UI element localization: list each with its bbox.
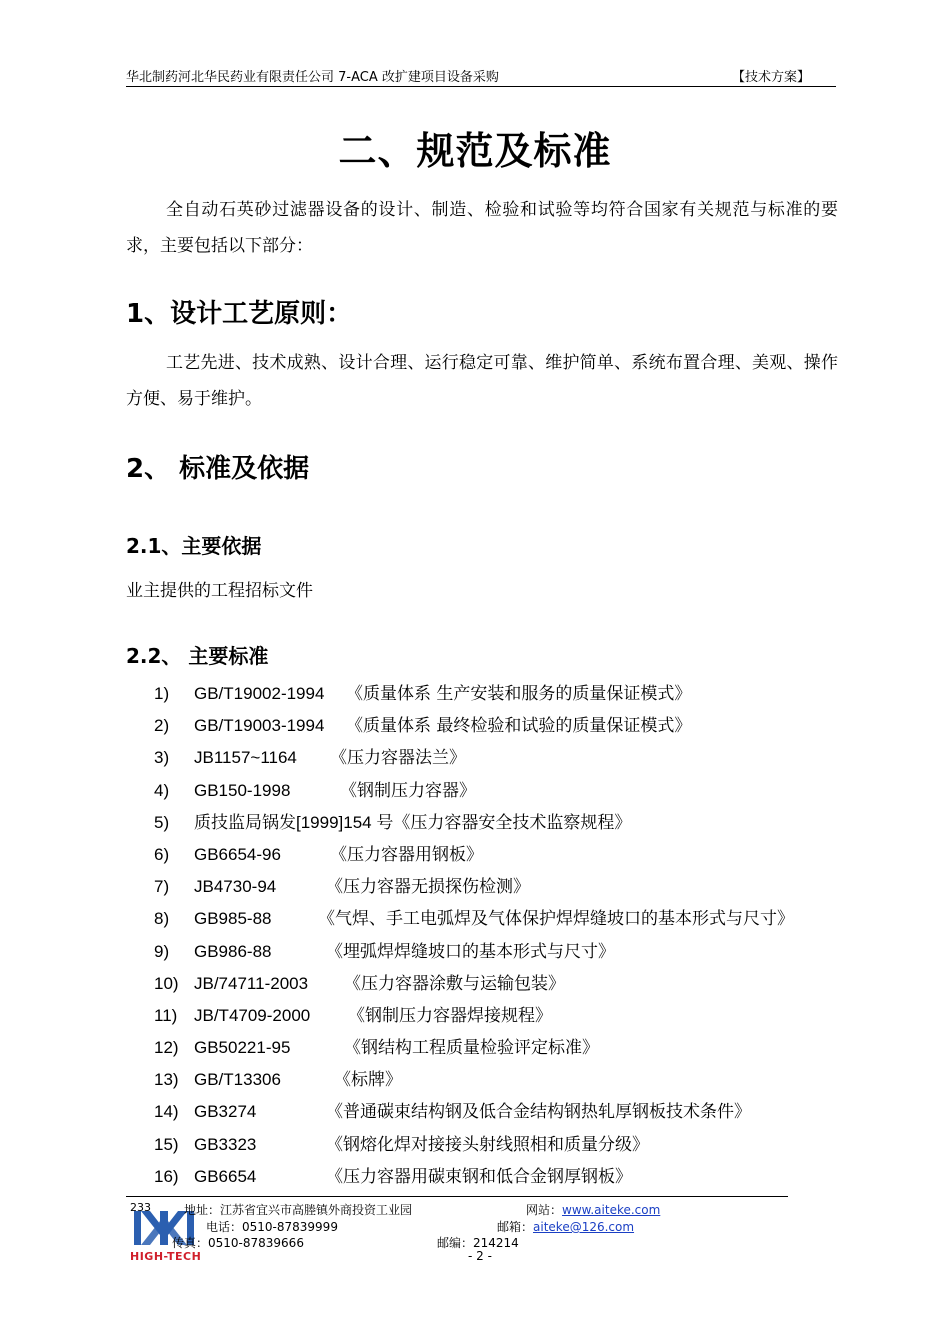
standard-number: 6) (154, 844, 170, 864)
standard-code: GB986-88 (194, 941, 272, 961)
page-title: 二、规范及标准 (338, 129, 612, 173)
standard-number: 8) (154, 909, 170, 929)
page-header (126, 64, 836, 87)
standards-list (154, 681, 794, 1196)
footer-address: 地址：江苏省宜兴市高塍镇外商投资工业园 (184, 1203, 413, 1217)
standard-number: 5) (154, 812, 170, 832)
standard-title: 《质量体系 最终检验和试验的质量保证模式》 (346, 716, 692, 737)
standard-code: JB/74711-2003 (194, 973, 309, 993)
standard-code: GB6654 (194, 1166, 257, 1186)
standard-number: 7) (154, 877, 170, 897)
standard-number: 1) (154, 684, 170, 703)
standard-title: 《标牌》 (334, 1070, 402, 1091)
standard-number: 14) (154, 1102, 179, 1122)
footer-website-label: 网站： (526, 1203, 563, 1217)
standard-item (154, 1003, 631, 1035)
standard-item (154, 745, 631, 777)
standard-title: 《压力容器安全技术监察规程》 (393, 812, 632, 833)
standard-item (154, 1132, 649, 1164)
standard-title: 《普通碳束结构钢及低合金结构钢热轧厚钢板技术条件》 (326, 1102, 751, 1123)
subsection-2-1-text: 业主提供的工程招标文件 (126, 581, 313, 601)
standard-number: 11) (154, 1005, 178, 1025)
intro-paragraph: 全自动石英砂过滤器设备的设计、制造、检验和试验等均符合国家有关规范与标准的要求，主要包括以下部分： (126, 200, 838, 256)
standard-number: 9) (154, 941, 170, 961)
standard-code: GB3274 (194, 1102, 257, 1122)
standard-item (154, 906, 794, 938)
standard-item (154, 1099, 751, 1131)
standard-item (154, 939, 631, 971)
header-doc-type: 【技术方案】 (732, 70, 811, 85)
standard-code: GB/T13306 (194, 1070, 281, 1090)
standard-code: 质技监局锅发[1999]154 号 (194, 812, 394, 832)
footer-divider (126, 1196, 788, 1197)
standard-item (154, 1164, 631, 1196)
page-number: - 2 - (468, 1249, 492, 1263)
website-link[interactable]: www.aiteke.com (562, 1203, 661, 1217)
standard-code: JB1157~1164 (194, 748, 297, 768)
standard-item (154, 971, 631, 1003)
standard-code: GB3323 (194, 1134, 257, 1154)
standard-title: 《钢制压力容器焊接规程》 (348, 1005, 552, 1026)
standard-title: 《压力容器用钢板》 (330, 844, 483, 865)
standard-item (154, 778, 631, 810)
standard-item (154, 1035, 631, 1067)
standard-code: GB50221-95 (194, 1038, 291, 1058)
standard-title: 《压力容器涂敷与运输包装》 (344, 973, 565, 994)
standard-code: GB985-88 (194, 909, 272, 929)
footer-postcode: 邮编：214214 (437, 1236, 519, 1250)
standard-title: 《钢制压力容器》 (340, 780, 476, 801)
footer-fax: 传真：0510-87839666 (172, 1236, 304, 1250)
footer-corner-number: 233 (130, 1201, 151, 1214)
section2-heading: 2、 标准及依据 (126, 454, 310, 484)
standard-item (154, 681, 692, 713)
footer-email-label: 邮箱： (497, 1220, 534, 1234)
standard-number: 2) (154, 716, 170, 736)
standard-code: GB6654-96 (194, 844, 281, 864)
standard-code: JB/T4709-2000 (194, 1005, 311, 1025)
standard-number: 12) (154, 1038, 179, 1058)
email-link[interactable]: aiteke@126.com (533, 1220, 635, 1234)
footer-website (526, 1201, 660, 1218)
standard-title: 《埋弧焊焊缝坡口的基本形式与尺寸》 (326, 941, 615, 962)
standard-title: 《气焊、手工电弧焊及气体保护焊焊缝坡口的基本形式与尺寸》 (318, 909, 794, 930)
standard-title: 《压力容器法兰》 (330, 748, 466, 769)
standard-code: GB/T19003-1994 (194, 716, 325, 736)
standard-item (154, 1067, 631, 1099)
standard-code: JB4730-94 (194, 877, 277, 897)
subsection-2-2-heading: 2.2、 主要标准 (126, 644, 269, 668)
standard-number: 16) (154, 1166, 179, 1186)
logo-text: HIGH-TECH (130, 1250, 202, 1263)
header-project-title: 华北制药河北华民药业有限责任公司 7-ACA 改扩建项目设备采购 (126, 70, 499, 85)
standard-title: 《压力容器用碳束钢和低合金钢厚钢板》 (326, 1166, 632, 1187)
standard-item (154, 842, 631, 874)
footer-email (497, 1218, 634, 1235)
section1-text: 工艺先进、技术成熟、设计合理、运行稳定可靠、维护简单、系统布置合理、美观、操作方便、易于维护。 (126, 353, 838, 409)
standard-number: 3) (154, 748, 170, 768)
standard-title: 《质量体系 生产安装和服务的质量保证模式》 (346, 684, 692, 704)
standard-item (154, 810, 631, 842)
standard-item (154, 713, 692, 745)
subsection-2-1-heading: 2.1、主要依据 (126, 534, 262, 558)
standard-number: 4) (154, 780, 170, 800)
standard-title: 《钢熔化焊对接接头射线照相和质量分级》 (326, 1134, 649, 1155)
standard-item (154, 874, 631, 906)
standard-number: 10) (154, 973, 179, 993)
standard-code: GB/T19002-1994 (194, 684, 325, 703)
footer-phone: 电话：0510-87839999 (206, 1220, 338, 1234)
standard-number: 15) (154, 1134, 179, 1154)
standard-title: 《压力容器无损探伤检测》 (326, 877, 530, 898)
section1-heading: 1、设计工艺原则： (126, 299, 353, 329)
standard-code: GB150-1998 (194, 780, 291, 800)
standard-title: 《钢结构工程质量检验评定标准》 (344, 1038, 599, 1059)
standard-number: 13) (154, 1070, 179, 1090)
